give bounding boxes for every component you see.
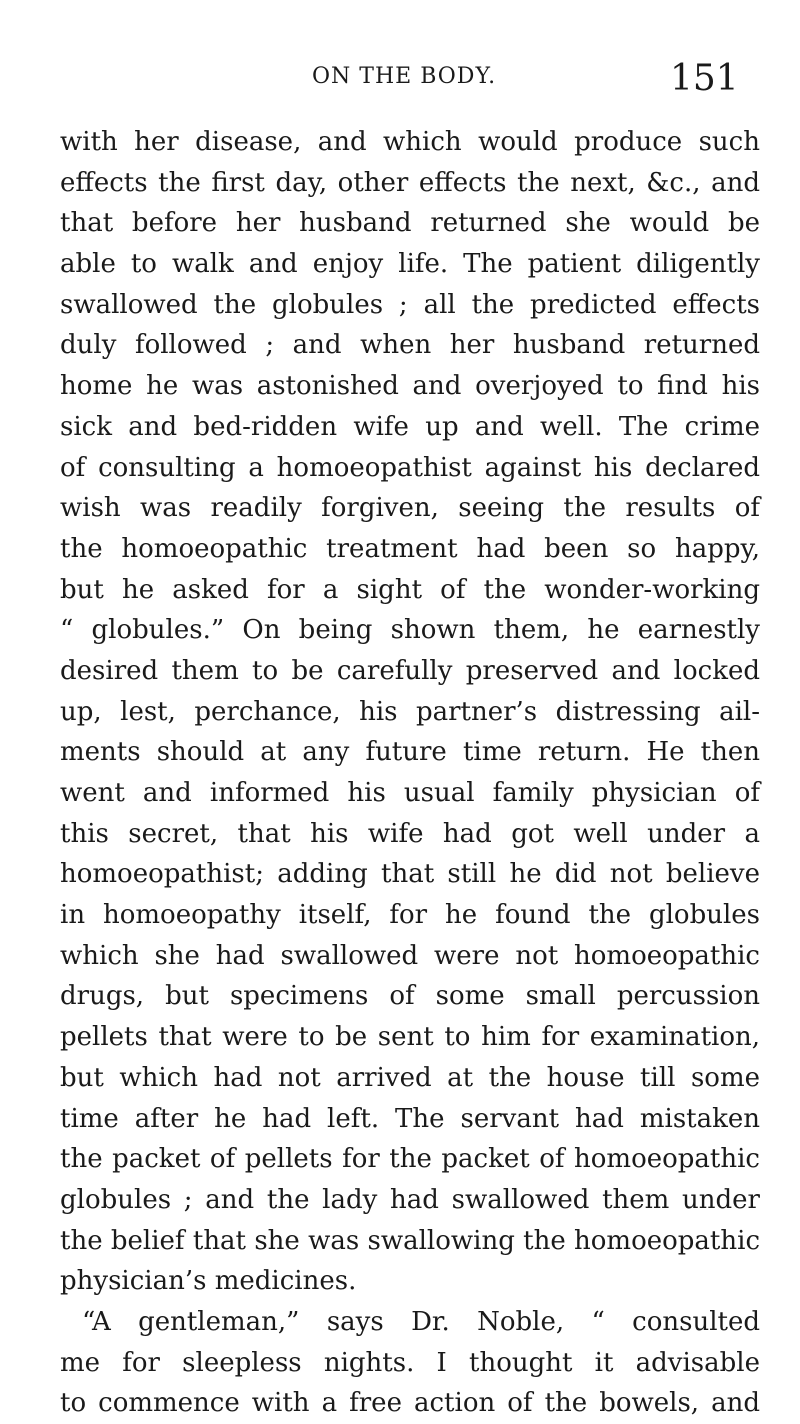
text-line: time after he had left. The servant had mistaken — [60, 1103, 760, 1134]
text-line: “ globules.” On being shown them, he earnestly — [60, 615, 760, 646]
text-line: drugs, but specimens of some small percussion — [60, 981, 760, 1012]
body-text — [60, 122, 760, 1424]
text-line: the homoeopathic treatment had been so happy, — [60, 533, 760, 564]
text-line: duly followed ; and when her husband returned — [60, 330, 760, 361]
text-line: globules ; and the lady had swallowed them under — [60, 1184, 760, 1215]
text-line: me for sleepless nights. I thought it advisable — [60, 1347, 760, 1378]
text-line: that before her husband returned she would be — [60, 208, 760, 239]
text-line: but he asked for a sight of the wonder-working — [60, 574, 760, 605]
text-line: of consulting a homoeopathist against his declared — [60, 452, 760, 483]
text-line: desired them to be carefully preserved and locked — [60, 655, 760, 686]
paragraph-start-line: “A gentleman,” says Dr. Noble, “ consulted — [82, 1306, 760, 1337]
page-number: 151 — [670, 58, 739, 99]
text-line: this secret, that his wife had got well under a — [60, 818, 760, 849]
paragraph-end-line: physician’s medicines. — [60, 1266, 357, 1297]
text-line: homoeopathist; adding that still he did not believe — [60, 859, 760, 890]
text-line: wish was readily forgiven, seeing the results of — [60, 493, 760, 524]
text-line: up, lest, perchance, his partner’s distressing ail- — [60, 696, 760, 727]
text-line: effects the first day, other effects the next, &c., and — [60, 167, 760, 198]
text-line: home he was astonished and overjoyed to find his — [60, 371, 760, 402]
text-line: able to walk and enjoy life. The patient diligently — [60, 249, 760, 280]
text-line: but which had not arrived at the house till some — [60, 1062, 760, 1093]
text-line: pellets that were to be sent to him for examination, — [60, 1022, 760, 1053]
running-title: ON THE BODY. — [312, 64, 497, 89]
text-line: the belief that she was swallowing the homoeopathic — [60, 1225, 760, 1256]
running-head — [0, 58, 800, 108]
text-line: with her disease, and which would produce such — [60, 127, 760, 157]
text-line: swallowed the globules ; all the predicted effects — [60, 289, 760, 320]
text-line: sick and bed-ridden wife up and well. The crime — [60, 411, 760, 442]
text-line: the packet of pellets for the packet of homoeopathic — [60, 1144, 760, 1175]
text-line: ments should at any future time return. He then — [60, 737, 760, 768]
text-line: to commence with a free action of the bowels, and — [60, 1388, 760, 1419]
text-line: which she had swallowed were not homoeopathic — [60, 940, 760, 971]
text-line: in homoeopathy itself, for he found the globules — [60, 900, 760, 931]
text-line: went and informed his usual family physician of — [60, 778, 760, 808]
